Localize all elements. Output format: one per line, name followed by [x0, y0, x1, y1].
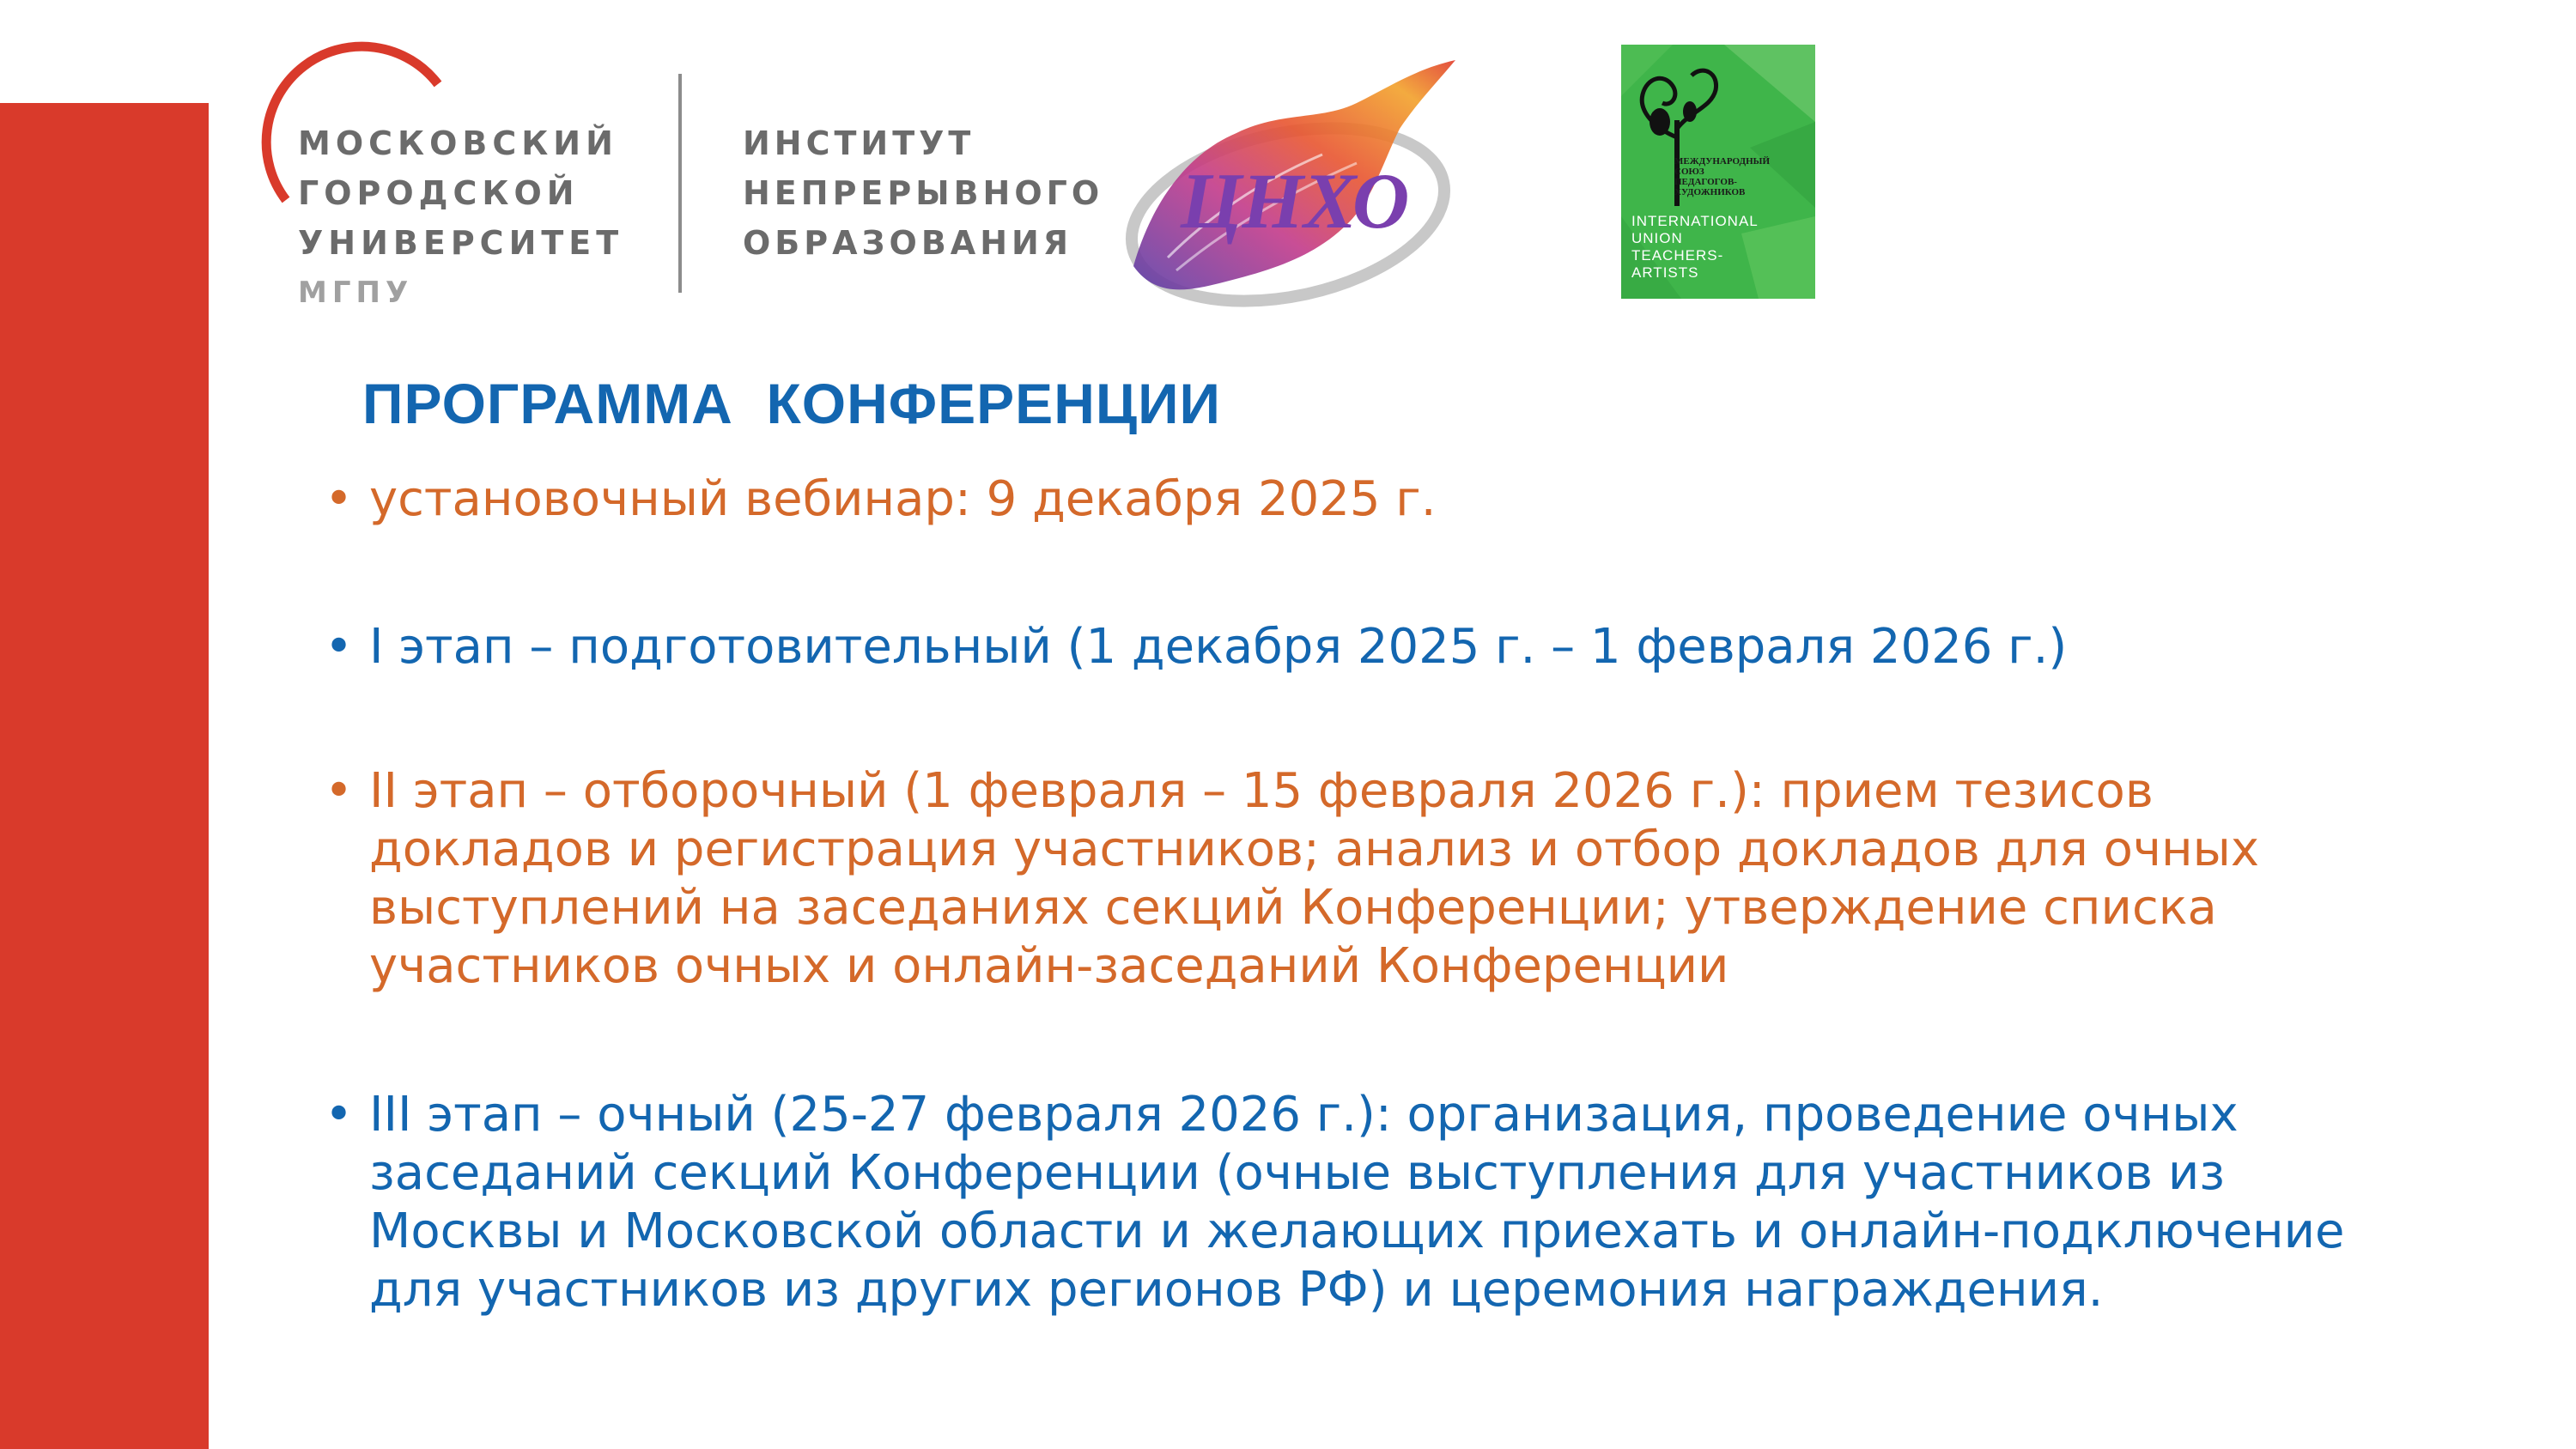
union-en-line-3: TEACHERS- — [1631, 247, 1724, 264]
mgpu-name — [298, 118, 623, 318]
left-accent-bar — [0, 103, 209, 1449]
union-ru-line-3: ПЕДАГОГОВ- — [1674, 177, 1737, 187]
program-item-line: III этап – очный (25-27 февраля 2026 г.): организация, проведение очных — [369, 1087, 2239, 1143]
chho-logo — [1116, 52, 1477, 318]
union-logo — [1621, 45, 1815, 299]
mgpu-line-3: УНИВЕРСИТЕТ — [298, 224, 624, 262]
union-ru-line-4: ХУДОЖНИКОВ — [1674, 187, 1746, 197]
bullet-icon: • — [325, 619, 354, 675]
bullet-icon: • — [325, 1087, 354, 1143]
bullet-icon: • — [325, 763, 354, 819]
program-item-stage-1 — [325, 618, 2523, 676]
mgpu-line-2: ГОРОДСКОЙ — [298, 174, 580, 212]
union-ru-line-1: МЕЖДУНАРОДНЫЙ — [1674, 156, 1771, 167]
mgpu-line-1: МОСКОВСКИЙ — [298, 124, 618, 162]
program-item-line: для участников из других регионов РФ) и церемония награждения. — [369, 1262, 2104, 1318]
program-item-text: I этап – подготовительный (1 декабря 2025 г. – 1 февраля 2026 г.) — [369, 619, 2068, 675]
program-item-stage-3 — [325, 1086, 2523, 1319]
bullet-icon: • — [325, 471, 354, 527]
program-item-webinar — [325, 470, 2523, 529]
union-en-line-4: ARTISTS — [1631, 264, 1699, 281]
union-name-ru — [1674, 156, 1812, 197]
program-item-line: II этап – отборочный (1 февраля – 15 февраля 2026 г.): прием тезисов — [369, 763, 2154, 819]
program-item-line: заседаний секций Конференции (очные выступления для участников из — [369, 1145, 2226, 1201]
program-item-line: Москвы и Московской области и желающих приехать и онлайн-подключение — [369, 1203, 2345, 1259]
program-list — [325, 470, 2523, 1319]
program-item-line: докладов и регистрация участников; анализ и отбор докладов для очных — [369, 822, 2259, 877]
institute-name — [743, 118, 1103, 268]
mgpu-logo — [245, 33, 1104, 310]
union-en-line-1: INTERNATIONAL — [1631, 213, 1759, 229]
institute-line-3: ОБРАЗОВАНИЯ — [743, 224, 1073, 262]
program-item-line: участников очных и онлайн-заседаний Конференции — [369, 938, 1729, 994]
program-item-line: выступлений на заседаниях секций Конференции; утверждение списка — [369, 880, 2217, 936]
chho-text: ЦНХО — [1181, 157, 1410, 245]
union-name-en — [1631, 213, 1812, 282]
union-ru-line-2: СОЮЗ — [1674, 167, 1704, 177]
logo-divider — [678, 74, 682, 293]
program-item-text: установочный вебинар: 9 декабря 2025 г. — [369, 471, 1437, 527]
institute-line-2: НЕПРЕРЫВНОГО — [743, 174, 1104, 212]
mgpu-abbr: МГПУ — [298, 276, 414, 310]
program-item-stage-2 — [325, 762, 2523, 996]
union-en-line-2: UNION — [1631, 230, 1683, 246]
page-title: ПРОГРАММА КОНФЕРЕНЦИИ — [362, 372, 1221, 435]
institute-line-1: ИНСТИТУТ — [743, 124, 975, 162]
